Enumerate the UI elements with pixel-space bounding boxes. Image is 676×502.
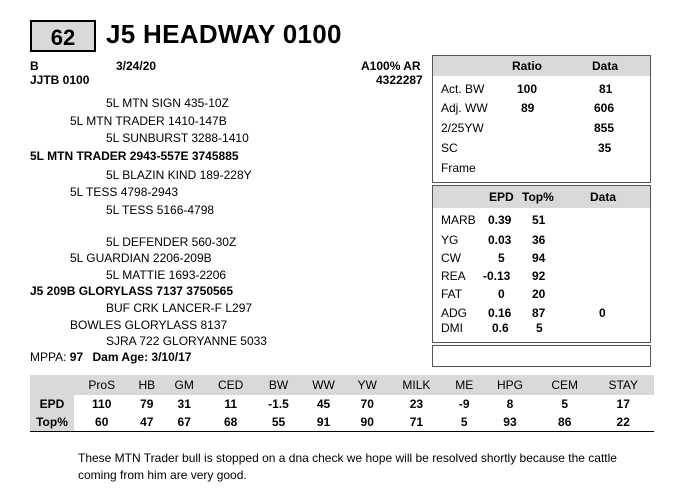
- perf-data: 35: [598, 141, 612, 155]
- carcass-top: 87: [532, 306, 546, 320]
- col-header: YW: [347, 375, 387, 395]
- pedigree-dss: 5L DEFENDER 560-30Z: [106, 235, 237, 249]
- carcass-top: 92: [532, 269, 546, 283]
- perf-label: SC: [441, 141, 458, 155]
- mppa-label: MPPA:: [30, 350, 67, 364]
- carcass-epd: 0: [498, 287, 505, 301]
- pedigree-ds: 5L GUARDIAN 2206-209B: [70, 251, 212, 265]
- perf-data: 855: [594, 121, 615, 135]
- epd-cell: 110: [92, 397, 112, 411]
- col-header: ProS: [74, 375, 129, 395]
- performance-header: [433, 56, 650, 76]
- carcass-epd: 0.39: [488, 213, 512, 227]
- carcass-epd: 5: [498, 251, 505, 265]
- epd-cell: 23: [409, 397, 424, 411]
- ratio-header: Ratio: [512, 59, 542, 73]
- carcass-label: CW: [441, 251, 461, 265]
- pedigree-sss: 5L MTN SIGN 435-10Z: [106, 96, 229, 110]
- col-header: HB: [129, 375, 164, 395]
- animal-name: J5 HEADWAY 0100: [106, 19, 342, 49]
- pedigree-dds: BUF CRK LANCER-F L297: [106, 301, 253, 315]
- carcass-label: REA: [441, 269, 466, 283]
- pedigree-dd: BOWLES GLORYLASS 8137: [70, 318, 228, 332]
- pedigree-dsd: 5L MATTIE 1693-2206: [106, 268, 227, 282]
- blank-box: [432, 345, 651, 367]
- top-cell: 86: [558, 415, 572, 429]
- carcass-label: MARB: [441, 213, 476, 227]
- pedigree-sds: 5L BLAZIN KIND 189-228Y: [106, 168, 252, 182]
- data-header: Data: [590, 190, 617, 204]
- col-header: ME: [446, 375, 483, 395]
- perf-label: Adj. WW: [441, 101, 488, 115]
- carcass-top: 36: [532, 233, 546, 247]
- epd-cell: 8: [506, 397, 514, 411]
- perf-data: 81: [599, 82, 613, 96]
- birth-date: 3/24/20: [116, 59, 157, 73]
- perf-ratio: 100: [517, 82, 538, 96]
- pedigree-dam: J5 209B GLORYLASS 7137 3750565: [30, 284, 234, 298]
- epd-cell: 45: [316, 397, 331, 411]
- epd-cell: -1.5: [268, 397, 289, 411]
- row-label: EPD: [30, 395, 74, 413]
- top-cell: 47: [140, 415, 154, 429]
- carcass-epd: 0.6: [492, 321, 509, 335]
- data-header: Data: [592, 59, 619, 73]
- lot-number: 62: [30, 20, 96, 52]
- carcass-top: 94: [532, 251, 546, 265]
- top-cell: 5: [460, 415, 468, 429]
- epd-header-row: [30, 375, 654, 395]
- mppa-value: 97: [69, 350, 84, 364]
- top-cell: 68: [223, 415, 238, 429]
- top-cell: 55: [271, 415, 286, 429]
- carcass-label: FAT: [441, 287, 463, 301]
- col-header: BW: [257, 375, 300, 395]
- epd-cell: -9: [458, 397, 470, 411]
- row-label: Top%: [30, 413, 74, 432]
- carcass-top: 5: [536, 321, 543, 335]
- top-cell: 71: [409, 415, 424, 429]
- col-header: HPG: [483, 375, 537, 395]
- mppa: [30, 350, 191, 364]
- top-cell: 60: [95, 415, 109, 429]
- carcass-top: 51: [532, 213, 546, 227]
- carcass-label: YG: [441, 233, 459, 247]
- col-header: CEM: [537, 375, 592, 395]
- registration-type: A100% AR: [361, 59, 421, 73]
- dam-age-label: Dam Age:: [92, 350, 149, 364]
- epd-cell: 31: [177, 397, 191, 411]
- corner-cell: [30, 375, 74, 395]
- pedigree-sd: 5L TESS 4798-2943: [70, 185, 179, 199]
- col-header: WW: [300, 375, 347, 395]
- epd-cell: 17: [616, 397, 630, 411]
- carcass-epd: -0.13: [483, 269, 511, 283]
- perf-label: Frame: [441, 161, 476, 175]
- epd-row: [30, 395, 654, 413]
- top-header: Top%: [522, 190, 554, 204]
- dam-age-value: 3/10/17: [151, 350, 192, 364]
- epd-cell: 70: [360, 397, 374, 411]
- col-header: MILK: [387, 375, 445, 395]
- perf-label: Act. BW: [441, 82, 485, 96]
- carcass-panel: [432, 185, 651, 343]
- top-cell: 90: [360, 415, 374, 429]
- carcass-label: DMI: [441, 321, 463, 335]
- epd-cell: 5: [561, 397, 569, 411]
- pedigree-ss: 5L MTN TRADER 1410-147B: [70, 114, 227, 128]
- perf-label: 2/25YW: [441, 121, 484, 135]
- carcass-header: [433, 186, 650, 208]
- footnote: These MTN Trader bull is stopped on a dna check we hope will be resolved shortly because the cattle coming from him are very good.: [78, 451, 617, 482]
- col-header: CED: [204, 375, 257, 395]
- epd-cell: 79: [140, 397, 154, 411]
- top-cell: 91: [316, 415, 331, 429]
- epd-table: [30, 375, 654, 432]
- registration-number: 4322287: [376, 73, 423, 87]
- pedigree-sire: 5L MTN TRADER 2943-557E 3745885: [30, 149, 239, 163]
- carcass-top: 20: [532, 287, 546, 301]
- perf-ratio: 89: [521, 101, 535, 115]
- top-cell: 67: [177, 415, 191, 429]
- top-row: [30, 413, 654, 432]
- top-cell: 22: [616, 415, 630, 429]
- carcass-epd: 0.16: [488, 306, 512, 320]
- epd-header: EPD: [489, 190, 514, 204]
- performance-panel: [432, 55, 651, 183]
- col-header: GM: [164, 375, 204, 395]
- perf-data: 606: [594, 101, 615, 115]
- pedigree-ssd: 5L SUNBURST 3288-1410: [106, 131, 249, 145]
- epd-cell: 11: [224, 397, 237, 411]
- top-cell: 93: [503, 415, 517, 429]
- tattoo: JJTB 0100: [30, 73, 90, 87]
- carcass-label: ADG: [441, 306, 468, 320]
- carcass-data: 0: [599, 306, 606, 320]
- sex: B: [30, 59, 39, 73]
- pedigree-sdd: 5L TESS 5166-4798: [106, 203, 215, 217]
- pedigree-ddd: SJRA 722 GLORYANNE 5033: [106, 334, 267, 348]
- carcass-epd: 0.03: [488, 233, 512, 247]
- col-header: STAY: [592, 375, 654, 395]
